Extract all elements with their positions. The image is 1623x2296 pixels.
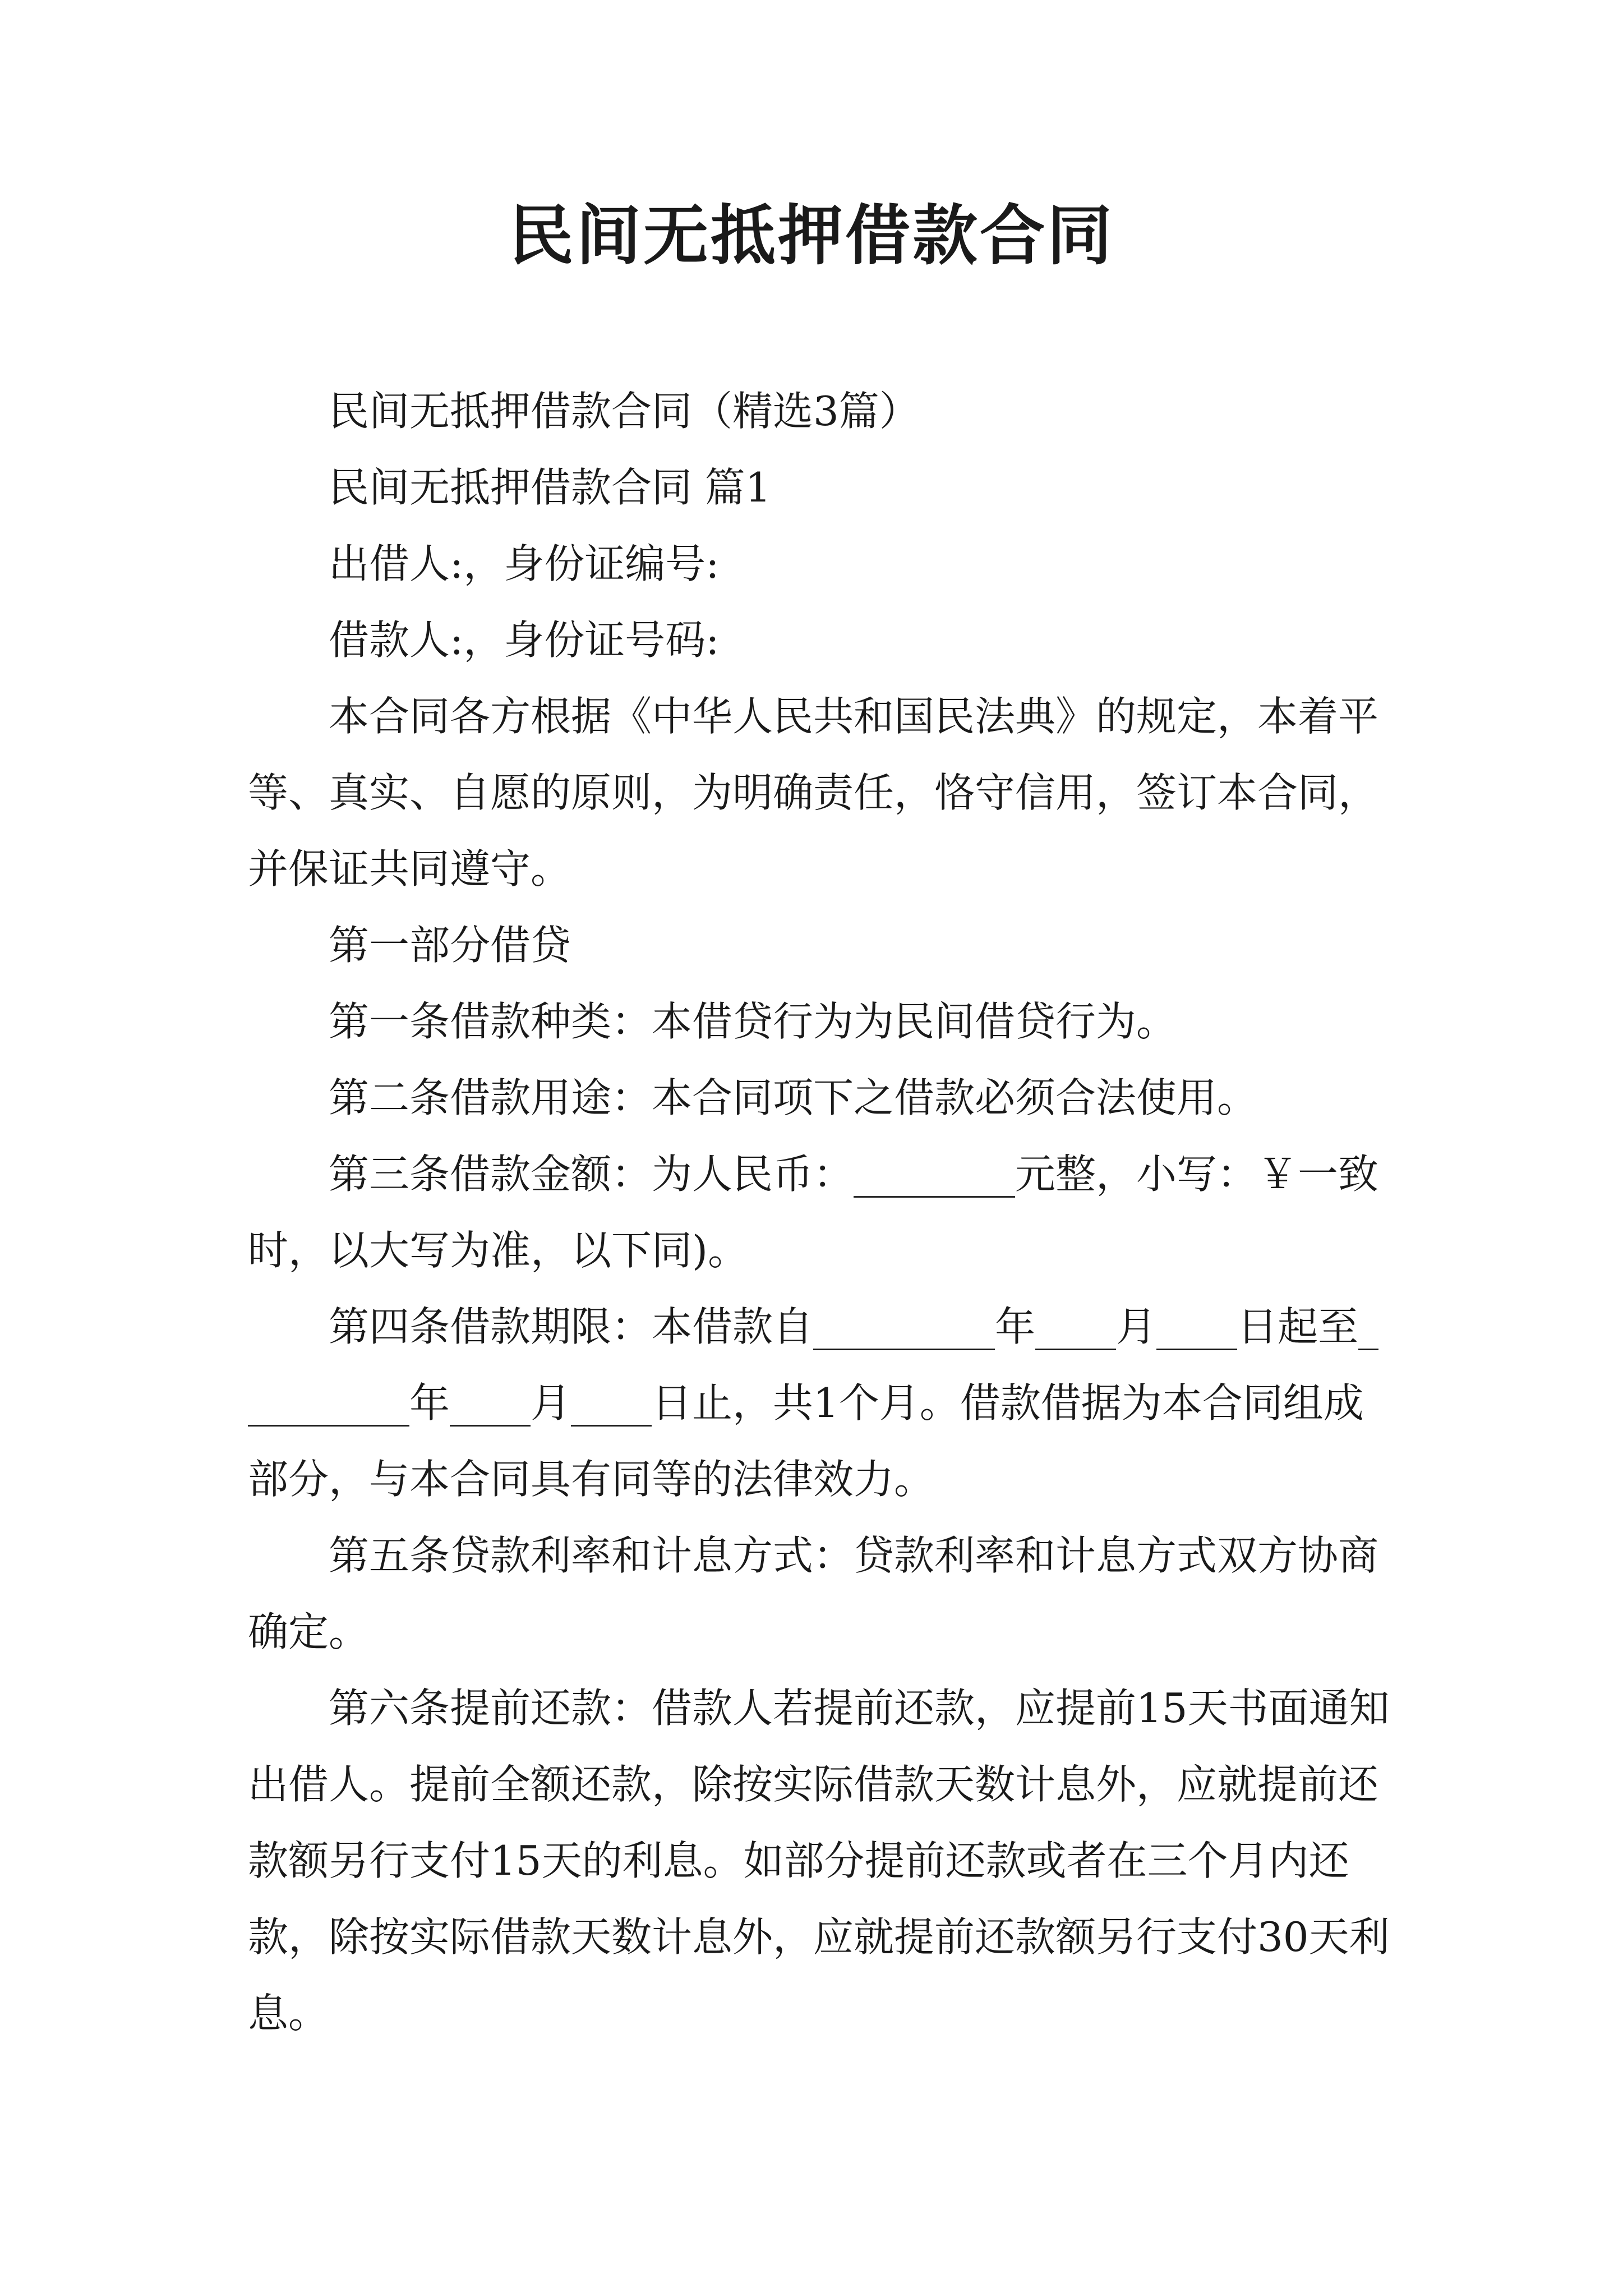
- document-title: 民间无抵押借款合同: [509, 197, 1114, 274]
- paragraph-article-2: 第二条借款用途：本合同项下之借款必须合法使用。: [329, 1074, 1258, 1121]
- document-body: [248, 373, 1392, 2051]
- paragraph-preamble: 本合同各方根据《中华人民共和国民法典》的规定，本着平等、真实、自愿的原则，为明确责任，恪守信用，签订本合同，并保证共同遵守。: [248, 693, 1379, 892]
- paragraph-subtitle: 民间无抵押借款合同（精选3篇）: [329, 388, 920, 435]
- paragraph-article-3: 第三条借款金额：为人民币：________元整，小写：￥一致时，以大写为准，以下同)。: [248, 1151, 1379, 1274]
- paragraph-borrower: 借款人:，身份证号码:: [329, 616, 720, 664]
- paragraph-article-1: 第一条借款种类：本借贷行为为民间借贷行为。: [329, 998, 1177, 1045]
- paragraph-article-5: 第五条贷款利率和计息方式：贷款利率和计息方式双方协商确定。: [248, 1532, 1379, 1655]
- paragraph-section-heading: 民间无抵押借款合同 篇1: [329, 464, 771, 511]
- paragraph-part-one: 第一部分借贷: [329, 922, 571, 969]
- paragraph-article-4: 第四条借款期限：本借款自_________年____月____日起至_________年____月____日止，共1个月。借款借据为本合同组成部分，与本合同具有同等的法律效力。: [248, 1303, 1379, 1503]
- paragraph-lender: 出借人:，身份证编号:: [329, 540, 720, 587]
- paragraph-article-6: 第六条提前还款：借款人若提前还款，应提前15天书面通知出借人。提前全额还款，除按实际借款天数计息外，应就提前还款额另行支付15天的利息。如部分提前还款或者在三个月内还款，除按实际借款天数计息外，应就提前还款额另行支付30天利息。: [248, 1685, 1390, 2037]
